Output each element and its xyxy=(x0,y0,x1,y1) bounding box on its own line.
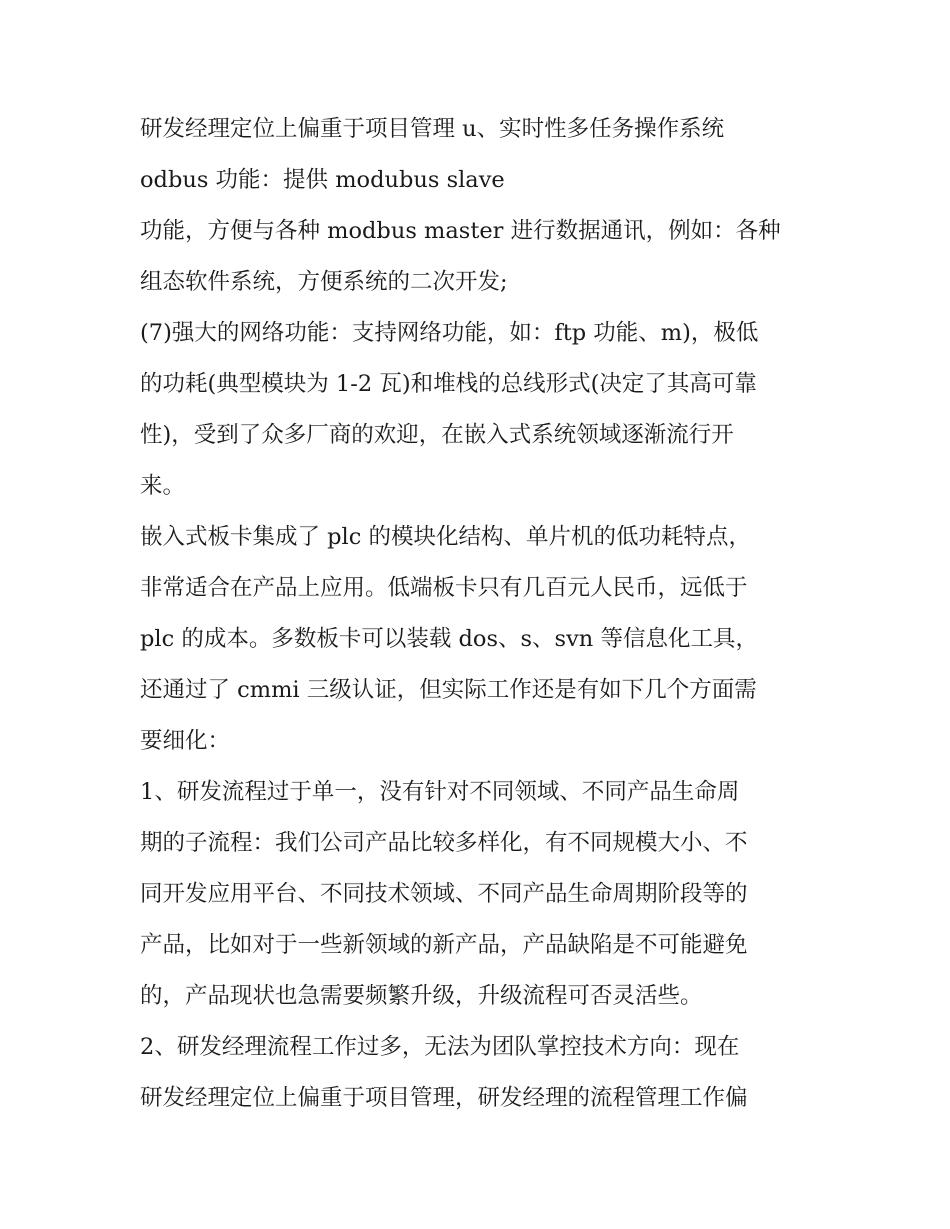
text-line-15: 期的子流程：我们公司产品比较多样化，有不同规模大小、不 xyxy=(140,830,748,856)
text-line-1: 研发经理定位上偏重于项目管理 u、实时性多任务操作系统 xyxy=(140,116,725,142)
text-line-4: 组态软件系统，方便系统的二次开发; xyxy=(140,269,508,295)
text-line-11: plc 的成本。多数板卡可以装载 dos、s、svn 等信息化工具， xyxy=(140,626,758,652)
text-line-7: 性)，受到了众多厂商的欢迎，在嵌入式系统领域逐渐流行开 xyxy=(140,422,734,448)
text-line-9: 嵌入式板卡集成了 plc 的模块化结构、单片机的低功耗特点， xyxy=(140,524,752,550)
text-line-18: 的，产品现状也急需要频繁升级，升级流程可否灵活些。 xyxy=(140,983,703,1009)
text-line-14: 1、研发流程过于单一，没有针对不同领域、不同产品生命周 xyxy=(140,779,740,805)
text-line-10: 非常适合在产品上应用。低端板卡只有几百元人民币，远低于 xyxy=(140,575,748,601)
text-line-3: 功能，方便与各种 modbus master 进行数据通讯，例如：各种 xyxy=(140,218,781,244)
document-body xyxy=(140,104,820,1124)
text-line-19: 2、研发经理流程工作过多，无法为团队掌控技术方向：现在 xyxy=(140,1034,740,1060)
text-line-13: 要细化： xyxy=(140,728,231,754)
text-line-6: 的功耗(典型模块为 1-2 瓦)和堆栈的总线形式(决定了其高可靠 xyxy=(140,371,757,397)
text-line-20: 研发经理定位上偏重于项目管理，研发经理的流程管理工作偏 xyxy=(140,1085,748,1111)
text-line-2: odbus 功能：提供 modubus slave xyxy=(140,167,505,193)
text-line-5: (7)强大的网络功能：支持网络功能，如：ftp 功能、m)，极低 xyxy=(140,320,759,346)
text-line-16: 同开发应用平台、不同技术领域、不同产品生命周期阶段等的 xyxy=(140,881,748,907)
text-line-17: 产品，比如对于一些新领域的新产品，产品缺陷是不可能避免 xyxy=(140,932,748,958)
text-line-12: 还通过了 cmmi 三级认证，但实际工作还是有如下几个方面需 xyxy=(140,677,757,703)
text-line-8: 来。 xyxy=(140,473,186,499)
